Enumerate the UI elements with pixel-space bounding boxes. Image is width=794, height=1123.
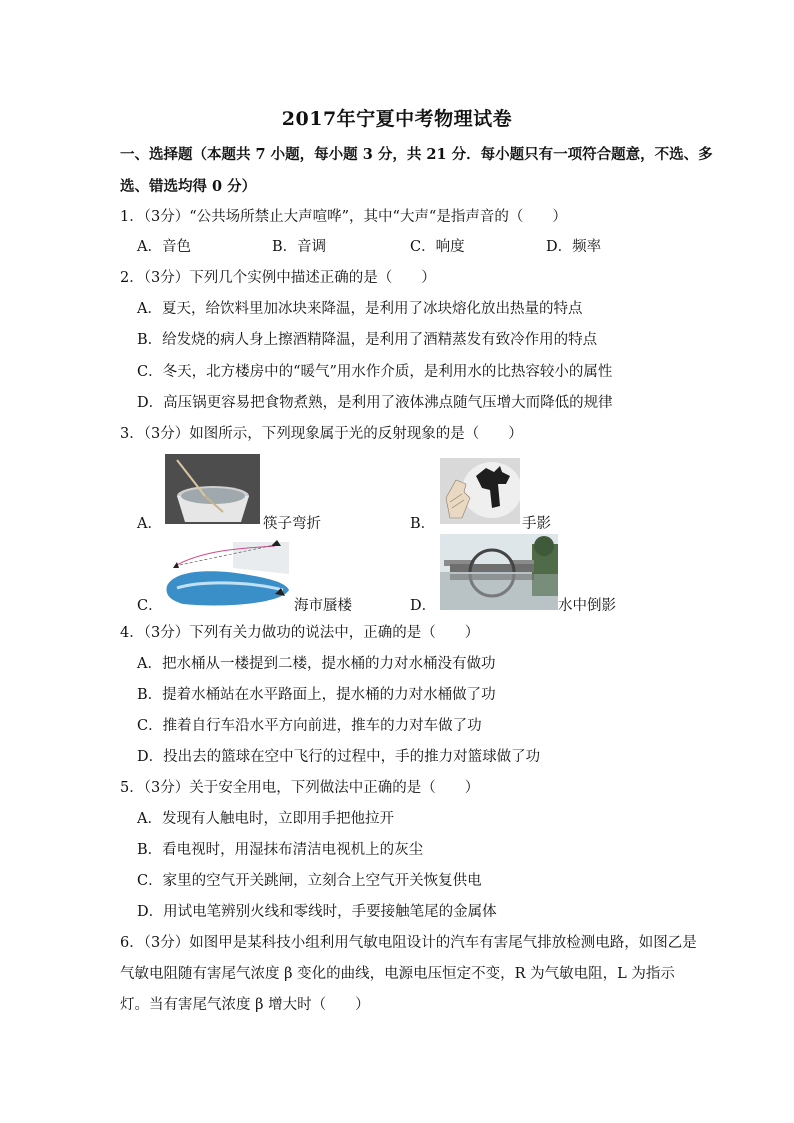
question-4-stem: 4．（3分）下列有关力做功的说法中，正确的是（ ） — [120, 625, 480, 641]
q2-option-a: A．夏天，给饮料里加冰块来降温，是利用了冰块熔化放出热量的特点 — [137, 301, 583, 317]
section-heading-line1: 一、选择题（本题共 7 小题，每小题 3 分，共 21 分．每小题只有一项符合题意，不选、多 — [120, 146, 713, 163]
question-2-stem: 2．（3分）下列几个实例中描述正确的是（ ） — [120, 270, 436, 286]
q3-option-d-caption: 水中倒影 — [558, 598, 616, 614]
question-1-stem: 1．（3分）“公共场所禁止大声喧哗”，其中“大声“是指声音的（ ） — [120, 209, 567, 225]
page-title: 2017年宁夏中考物理试卷 — [281, 108, 513, 130]
hand-shadow-image — [440, 458, 520, 524]
q2-option-c: C．冬天，北方楼房中的“暖气”用水作介质，是利用水的比热容较小的属性 — [137, 364, 613, 380]
q2-option-d: D．高压锅更容易把食物煮熟，是利用了液体沸点随气压增大而降低的规律 — [137, 395, 613, 411]
q4-option-b: B．提着水桶站在水平路面上，提水桶的力对水桶做了功 — [137, 687, 496, 703]
q3-option-a-caption: 筷子弯折 — [263, 516, 321, 532]
q4-option-a: A．把水桶从一楼提到二楼，提水桶的力对水桶没有做功 — [137, 656, 496, 672]
water-reflection-image — [440, 534, 558, 610]
q3-option-b-letter: B． — [410, 516, 436, 532]
q1-option-d: D．频率 — [546, 239, 602, 255]
question-6-line3: 灯。当有害尾气浓度 β 增大时（ ） — [120, 997, 370, 1013]
question-5-stem: 5．（3分）关于安全用电，下列做法中正确的是（ ） — [120, 780, 480, 796]
q1-option-b: B．音调 — [272, 239, 327, 255]
q5-option-a: A．发现有人触电时，立即用手把他拉开 — [137, 811, 394, 827]
q1-option-c: C．响度 — [410, 239, 465, 255]
mirage-image — [163, 538, 291, 608]
q4-option-c: C．推着自行车沿水平方向前进，推车的力对车做了功 — [137, 718, 482, 734]
question-6-line1: 6．（3分）如图甲是某科技小组利用气敏电阻设计的汽车有害尾气排放检测电路，如图乙是 — [120, 935, 697, 951]
q3-option-a-letter: A． — [137, 516, 162, 532]
q3-option-c-caption: 海市蜃楼 — [294, 598, 352, 614]
section-heading-line2: 选、错选均得 0 分） — [120, 178, 257, 195]
q4-option-d: D．投出去的篮球在空中飞行的过程中，手的推力对篮球做了功 — [137, 749, 541, 765]
q3-option-b-caption: 手影 — [522, 516, 551, 532]
chopsticks-image — [165, 454, 260, 524]
q3-option-d-letter: D． — [410, 598, 437, 614]
q3-option-c-letter: C． — [137, 598, 163, 614]
q5-option-d: D．用试电笔辨别火线和零线时，手要接触笔尾的金属体 — [137, 904, 497, 920]
q5-option-b: B．看电视时，用湿抹布清洁电视机上的灰尘 — [137, 842, 424, 858]
question-3-stem: 3．（3分）如图所示，下列现象属于光的反射现象的是（ ） — [120, 426, 523, 442]
q5-option-c: C．家里的空气开关跳闸，立刻合上空气开关恢复供电 — [137, 873, 482, 889]
question-6-line2: 气敏电阻随有害尾气浓度 β 变化的曲线，电源电压恒定不变，R 为气敏电阻，L 为指示 — [120, 966, 675, 982]
q2-option-b: B．给发烧的病人身上擦酒精降温，是利用了酒精蒸发有致冷作用的特点 — [137, 332, 598, 348]
q1-option-a: A．音色 — [137, 239, 191, 255]
